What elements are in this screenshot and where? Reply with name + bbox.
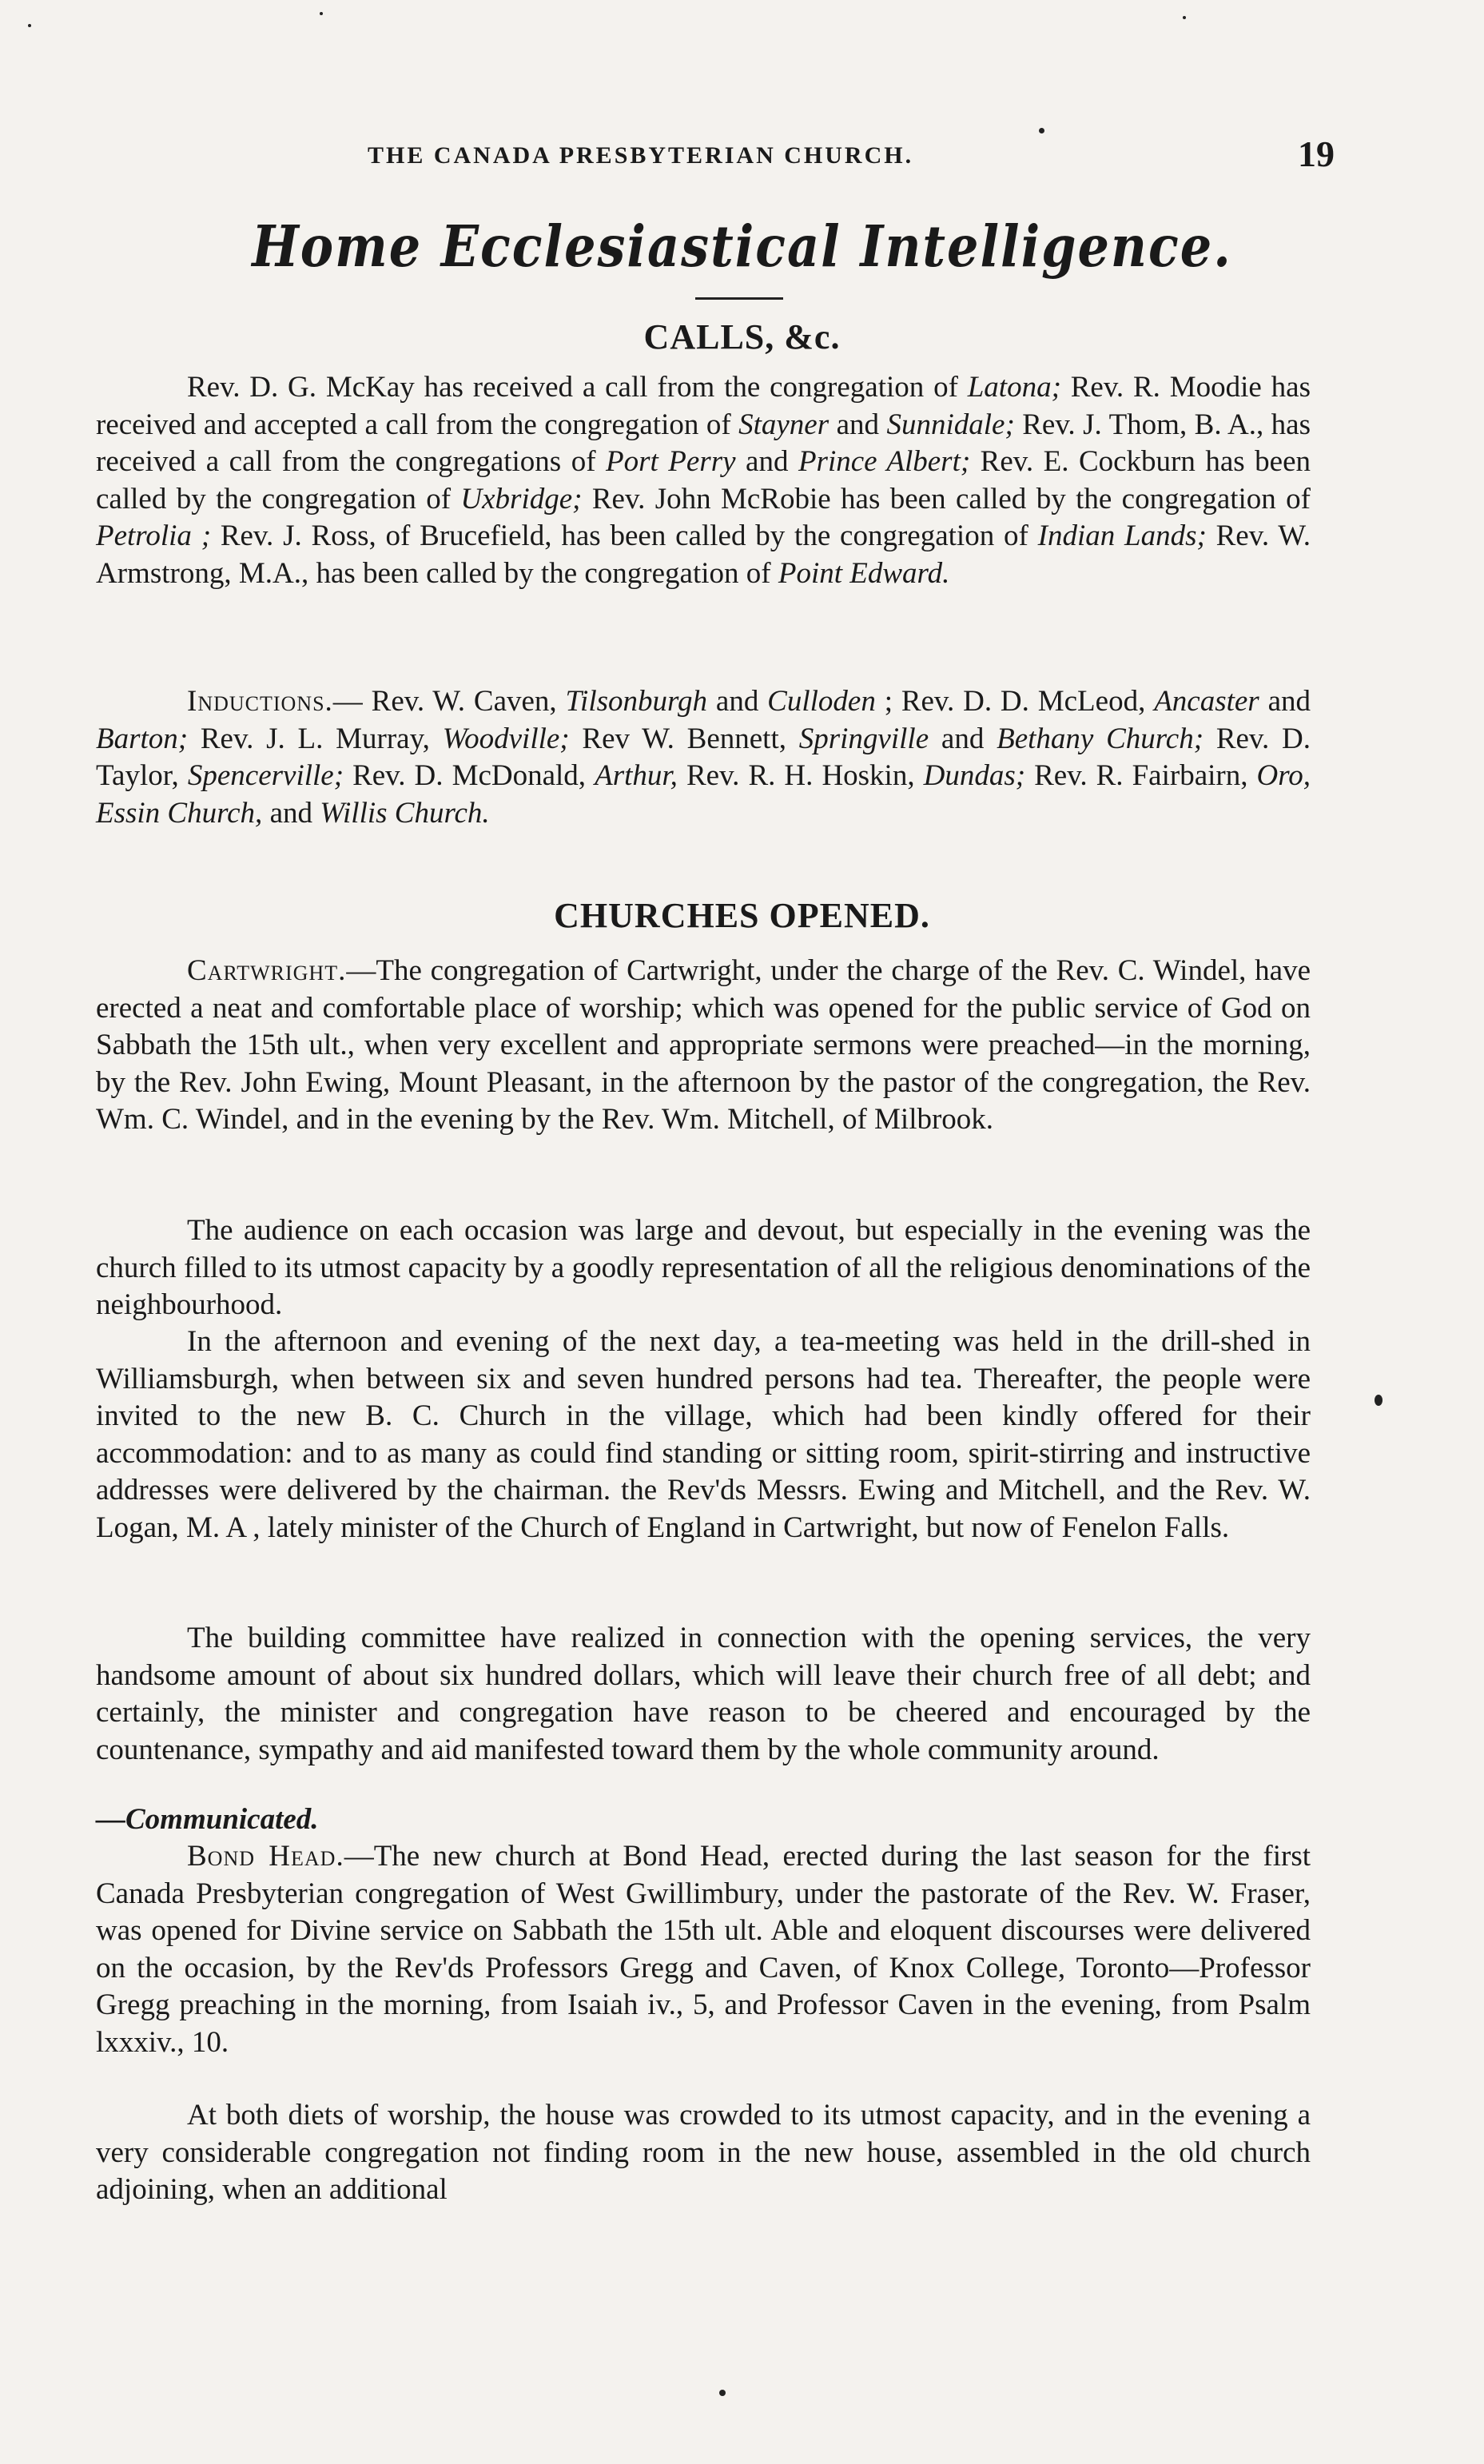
scan-speck — [1375, 1395, 1383, 1406]
text-run: Rev. John McRobie has been called by the congregation of — [582, 482, 1311, 515]
text-run: Rev. D. G. McKay has received a call from the congregation of — [187, 371, 968, 404]
text-run: and — [707, 685, 768, 718]
place-name: Point Edward. — [778, 556, 950, 590]
text-run: Rev. W. Armstrong, M.A., has been called by the congregation of — [96, 519, 1311, 590]
text-run: Rev. R. Fairbairn, — [1025, 759, 1257, 792]
text-run: Rev. J. Ross, of Brucefield, has been called by the congregation of — [211, 519, 1038, 552]
cartwright-paragraph-3 — [96, 1324, 1311, 1546]
text-run: —The congregation of Cartwright, under the charge of the Rev. C. Windel, have erected a neat and comfortable place of worship; which was opened for the public service of God on Sabbath the 15th ult., when very excellent and appropriate sermons were preached—in the morning, by the Rev. John Ewing, Mount Pleasant, in the afternoon by the pastor of the congregation, the Rev. Wm. C. Windel, and in the evening by the Rev. Wm. Mitchell, of Milbrook. — [96, 954, 1311, 1136]
text-run: The audience on each occasion was large and devout, but especially in the evening was the church filled to its utmost capacity by a goodly representation of all the religious denominations of the neighbourhood. — [96, 1214, 1311, 1321]
inductions-lead: Inductions. — [187, 685, 333, 718]
running-head: THE CANADA PRESBYTERIAN CHURCH. — [368, 142, 914, 169]
text-run: Rev W. Bennett, — [569, 722, 799, 755]
scan-speck — [320, 12, 323, 15]
place-name: Uxbridge; — [460, 482, 583, 515]
text-run: Rev. D. McDonald, — [344, 759, 595, 792]
bond-head-lead: Bond Head. — [187, 1840, 344, 1873]
text-run: and — [735, 445, 798, 478]
scan-speck — [1039, 128, 1044, 133]
place-name: Indian Lands; — [1037, 519, 1207, 552]
place-name: Dundas; — [923, 759, 1026, 792]
text-run: and — [929, 722, 997, 755]
churches-opened-heading: CHURCHES OPENED. — [554, 896, 930, 935]
place-name: Stayner — [738, 408, 830, 441]
cartwright-paragraph-4 — [96, 1620, 1311, 1769]
text-run: ; Rev. D. D. McLeod, — [875, 685, 1155, 718]
place-name: Arthur, — [595, 759, 678, 792]
place-name: Woodville; — [442, 722, 570, 755]
text-run: and — [262, 796, 320, 830]
place-name: Barton; — [96, 722, 189, 755]
text-run: Rev. R. Moodie has received and accepted a call from the congregation of — [96, 371, 1311, 441]
cartwright-paragraph-2 — [96, 1212, 1311, 1324]
place-name: Willis Church. — [320, 796, 490, 830]
text-run: In the afternoon and evening of the next day, a tea-meeting was held in the drill-shed in Williamsburgh, when between six and seven hundred persons had tea. Thereafter, the people were invited to the new B. C. Church in the village, which had been kindly offered for their accommodation: and to as many as could find standing or sitting room, spirit-stirring and instructive addresses were delivered by the chairman. the Rev'ds Messrs. Ewing and Mitchell, and the Rev. W. Logan, M. A , lately minister of the Church of England in Cartwright, but now of Fenelon Falls. — [96, 1325, 1311, 1544]
place-name: Petrolia ; — [96, 519, 212, 552]
text-run: Rev. J. L. Murray, — [188, 722, 443, 755]
page-title: Home Ecclesiastical Intelligence. — [252, 213, 1232, 281]
place-name: Culloden — [767, 685, 876, 718]
cartwright-lead: Cartwright. — [187, 954, 347, 987]
calls-paragraph — [96, 369, 1311, 592]
place-name: Tilsonburgh — [565, 685, 708, 718]
place-name: Oro, Essin Church, — [96, 759, 1311, 830]
place-name: Sunnidale; — [886, 408, 1015, 441]
communicated-signature: —Communicated. — [96, 1803, 319, 1836]
text-run: The building committee have realized in connection with the opening services, the very handsome amount of about six hundred dollars, which will leave their church free of all debt; and certainly, the minister and congregation have reason to be cheered and encouraged by the countenance, sympathy and aid manifested toward them by the whole community around. — [96, 1622, 1311, 1766]
place-name: Port Perry — [606, 445, 736, 478]
cartwright-paragraph-1 — [96, 953, 1311, 1139]
text-run: Rev. D. Taylor, — [96, 722, 1311, 792]
bond-head-paragraph-1 — [96, 1838, 1311, 2061]
text-run: Rev. J. Thom, B. A., has received a call from the congregations of — [96, 408, 1311, 478]
text-run: — Rev. W. Caven, — [332, 685, 566, 718]
page-header — [352, 133, 1351, 190]
text-run: —The new church at Bond Head, erected during the last season for the first Canada Presbyterian congregation of West Gwillimbury, under the pastorate of the Rev. W. Fraser, was opened for Divine service on Sabbath the 15th ult. Able and eloquent discourses were delivered on the occasion, by the Rev'ds Professors Gregg and Caven, of Knox College, Toronto—Professor Gregg preaching in the morning, from Isaiah iv., 5, and Professor Caven in the evening, from Psalm lxxxiv., 10. — [96, 1840, 1311, 2059]
place-name: Bethany Church; — [997, 722, 1204, 755]
bond-head-paragraph-2 — [96, 2097, 1311, 2209]
text-run: and — [1259, 685, 1311, 718]
place-name: Spencerville; — [187, 759, 344, 792]
text-run: At both diets of worship, the house was crowded to its utmost capacity, and in the evening a very considerable congregation not finding room in the new house, assembled in the old church adjoining, when an additional — [96, 2099, 1311, 2206]
page-number: 19 — [1298, 133, 1335, 174]
scan-speck — [719, 2390, 726, 2396]
text-run: and — [829, 408, 887, 441]
scan-speck — [1183, 16, 1186, 19]
calls-heading: CALLS, &c. — [643, 317, 841, 356]
place-name: Springville — [798, 722, 929, 755]
title-rule — [695, 297, 783, 300]
text-run: Rev. R. H. Hoskin, — [677, 759, 924, 792]
text-run: Rev. E. Cockburn has been called by the congregation of — [96, 445, 1311, 515]
place-name: Prince Albert; — [798, 445, 971, 478]
scan-speck — [28, 24, 31, 27]
place-name: Ancaster — [1154, 685, 1259, 718]
place-name: Latona; — [967, 371, 1061, 404]
inductions-paragraph — [96, 683, 1311, 832]
